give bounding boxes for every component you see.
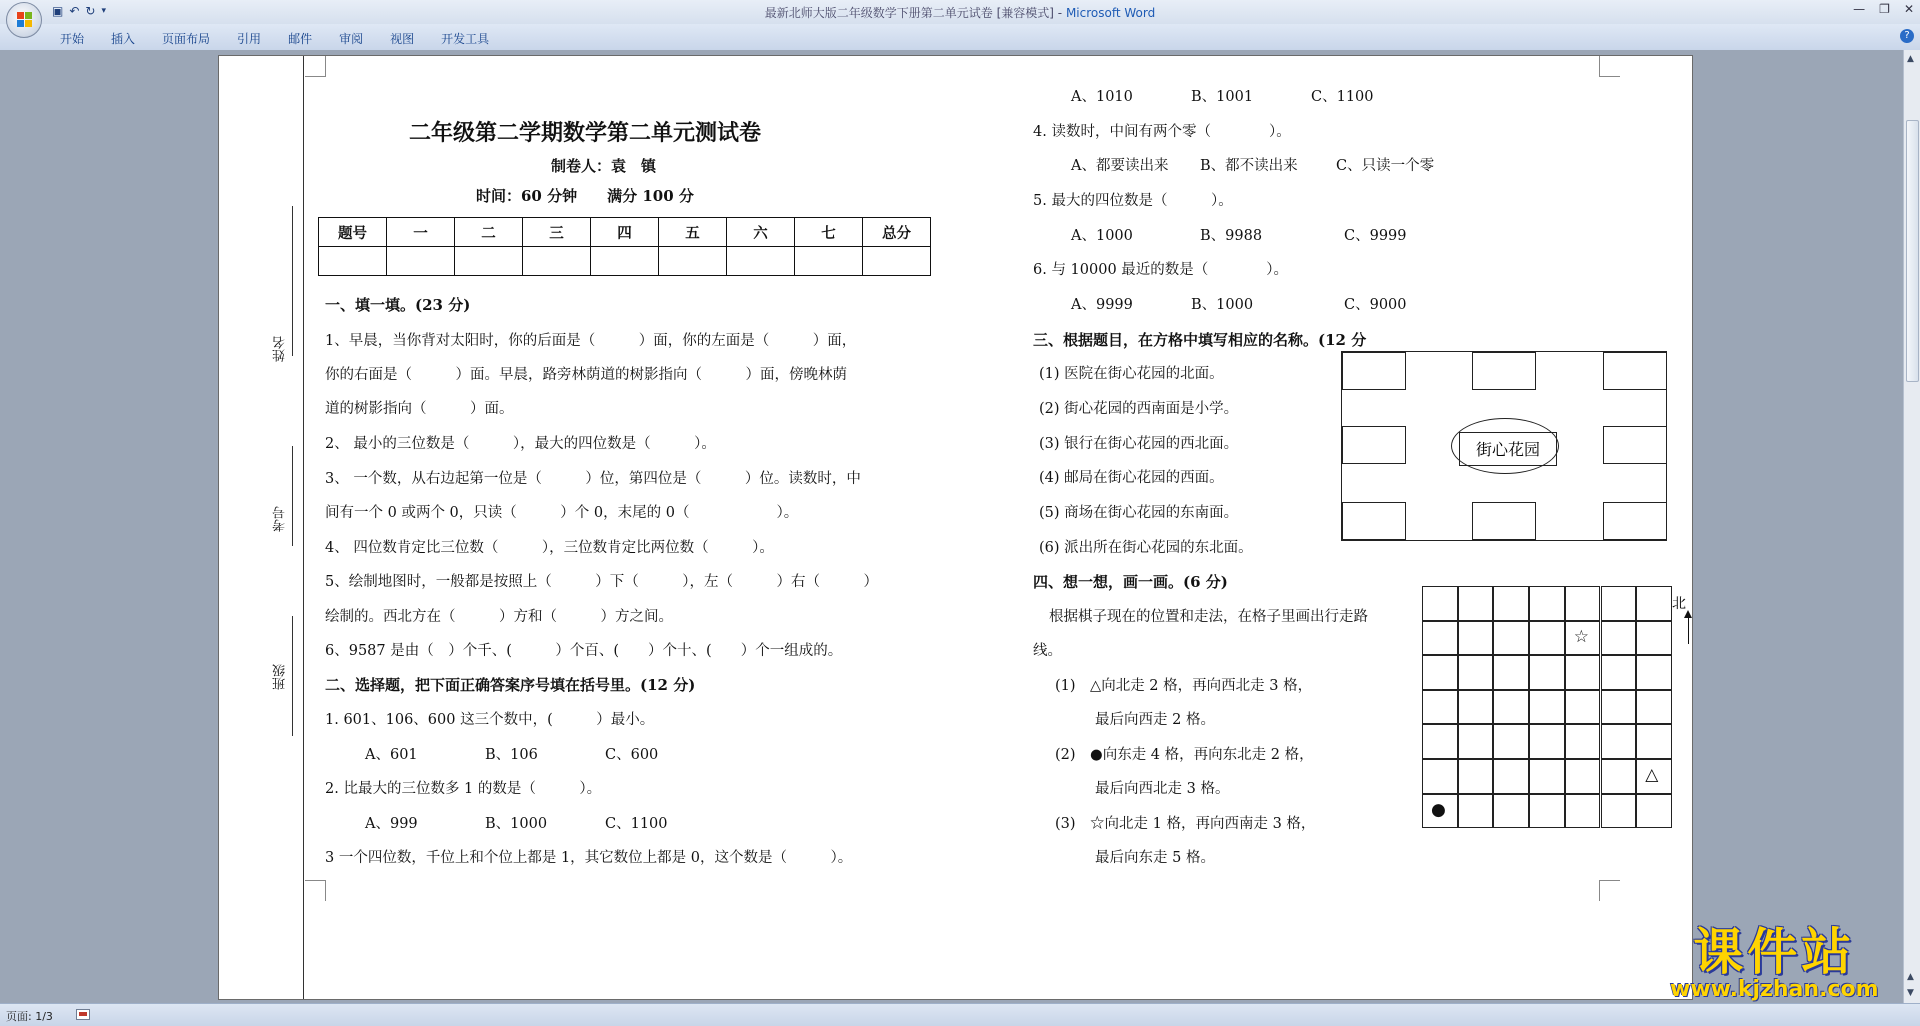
office-logo-icon	[17, 12, 33, 28]
grid-cell[interactable]	[1493, 759, 1529, 794]
minimize-icon[interactable]: —	[1853, 2, 1866, 16]
maximize-icon[interactable]: ❐	[1879, 2, 1890, 16]
crop-mark	[1599, 880, 1620, 901]
crop-mark	[305, 56, 326, 77]
vertical-scrollbar[interactable]	[1903, 50, 1920, 1003]
q3-option-c: C、1100	[1311, 89, 1374, 105]
section4-item: (2) ●向东走 4 格，再向东北走 2 格，	[1055, 747, 1314, 763]
grid-cell[interactable]	[1422, 690, 1458, 725]
street-map-diagram	[1341, 351, 1667, 541]
score-blank-cell[interactable]	[795, 247, 863, 276]
crop-mark	[1599, 56, 1620, 77]
section1-line: 6、9587 是由（ ）个千、( ）个百、( ）个十、( ）个一组成的。	[325, 643, 843, 659]
grid-cell[interactable]	[1493, 724, 1529, 759]
help-icon[interactable]: ?	[1900, 29, 1914, 43]
q3-option-b: B、1001	[1191, 89, 1254, 105]
grid-cell[interactable]	[1565, 586, 1601, 621]
grid-cell[interactable]	[1636, 794, 1672, 829]
grid-cell[interactable]	[1565, 759, 1601, 794]
status-bar	[0, 1003, 1920, 1026]
ribbon-tabs	[60, 30, 516, 47]
q5-option-c: C、9999	[1344, 228, 1407, 244]
ribbon	[0, 24, 1920, 51]
map-cell-southeast[interactable]	[1603, 502, 1667, 540]
map-cell-southwest[interactable]	[1342, 502, 1406, 540]
grid-cell[interactable]	[1458, 794, 1494, 829]
score-header-cell: 六	[727, 218, 795, 247]
score-blank-cell[interactable]	[319, 247, 387, 276]
watermark-title: 课件站	[1693, 923, 1856, 981]
grid-cell[interactable]	[1529, 621, 1565, 656]
number-underline	[292, 446, 293, 546]
section1-line: 道的树影指向（ ）面。	[325, 401, 514, 417]
section3-item: (5) 商场在街心花园的东南面。	[1039, 505, 1239, 521]
window-title	[0, 4, 1920, 21]
score-header-cell: 三	[523, 218, 591, 247]
grid-cell[interactable]	[1636, 724, 1672, 759]
score-blank-cell[interactable]	[387, 247, 455, 276]
section1-line: 3、 一个数，从右边起第一位是（ ）位，第四位是（ ）位。读数时，中	[325, 471, 861, 487]
binding-line	[303, 56, 304, 999]
q1-option-a: A、601	[365, 747, 418, 763]
score-blank-cell[interactable]	[863, 247, 931, 276]
score-table	[318, 217, 931, 276]
dot-piece-icon: ●	[1431, 799, 1446, 820]
park-label: 街心花园	[1459, 432, 1557, 466]
q5-option-b: B、9988	[1200, 228, 1263, 244]
grid-cell[interactable]	[1458, 586, 1494, 621]
tab-home[interactable]: 开始	[60, 32, 85, 46]
grid-cell[interactable]	[1458, 759, 1494, 794]
grid-cell[interactable]	[1636, 621, 1672, 656]
tab-view[interactable]: 视图	[390, 32, 415, 46]
tab-mailings[interactable]: 邮件	[288, 32, 313, 46]
section4-item: (3) ☆向北走 1 格，再向西南走 3 格，	[1055, 816, 1316, 832]
grid-cell[interactable]	[1565, 690, 1601, 725]
q4-option-c: C、只读一个零	[1336, 158, 1435, 174]
gutter-name-label: 姓名	[273, 336, 288, 362]
grid-cell[interactable]	[1493, 794, 1529, 829]
section3-item: (2) 街心花园的西南面是小学。	[1039, 401, 1239, 417]
score-header-cell: 四	[591, 218, 659, 247]
grid-cell[interactable]	[1458, 655, 1494, 690]
grid-cell[interactable]	[1601, 724, 1637, 759]
q1-option-b: B、106	[485, 747, 538, 763]
q2-option-b: B、1000	[485, 816, 548, 832]
grid-cell[interactable]	[1601, 655, 1637, 690]
section2-q2: 2. 比最大的三位数多 1 的数是（ ）。	[325, 781, 602, 797]
document-title: 最新北师大版二年级数学下册第二单元试卷 [兼容模式]	[764, 6, 1054, 20]
grid-cell[interactable]	[1565, 655, 1601, 690]
grid-cell[interactable]	[1458, 724, 1494, 759]
grid-cell[interactable]	[1493, 586, 1529, 621]
grid-cell[interactable]	[1601, 621, 1637, 656]
score-blank-cell[interactable]	[591, 247, 659, 276]
map-cell-west[interactable]	[1342, 426, 1406, 464]
tab-page-layout[interactable]: 页面布局	[162, 32, 211, 46]
q6-option-c: C、9000	[1344, 297, 1407, 313]
grid-cell[interactable]	[1493, 621, 1529, 656]
crop-mark	[305, 880, 326, 901]
grid-cell[interactable]	[1493, 655, 1529, 690]
grid-cell[interactable]	[1458, 690, 1494, 725]
tab-review[interactable]: 审阅	[339, 32, 364, 46]
score-table-header-row	[319, 218, 931, 247]
section2-q3: 3 一个四位数，千位上和个位上都是 1，其它数位上都是 0，这个数是（ ）。	[325, 850, 853, 866]
watermark-url: www.kjzhan.com	[1670, 977, 1879, 1002]
site-watermark	[1670, 925, 1879, 1002]
map-cell-northwest[interactable]	[1342, 352, 1406, 390]
save-icon[interactable]: ▣	[52, 4, 64, 18]
grid-cell[interactable]	[1601, 759, 1637, 794]
grid-cell[interactable]	[1636, 586, 1672, 621]
grid-cell[interactable]	[1493, 690, 1529, 725]
section2-q5: 5. 最大的四位数是（ ）。	[1033, 193, 1233, 209]
grid-cell[interactable]	[1529, 690, 1565, 725]
section4-item: (1) △向北走 2 格，再向西北走 3 格，	[1055, 678, 1313, 694]
tab-developer[interactable]: 开发工具	[441, 32, 490, 46]
tab-insert[interactable]: 插入	[111, 32, 136, 46]
grid-cell[interactable]	[1601, 690, 1637, 725]
exam-author: 制卷人：袁 镇	[551, 157, 657, 175]
section4-item: 最后向西走 2 格。	[1095, 712, 1215, 728]
section1-line: 5、绘制地图时，一般都是按照上（ ）下（ ），左（ ）右（ ）	[325, 574, 878, 590]
grid-cell[interactable]	[1529, 655, 1565, 690]
grid-cell[interactable]	[1529, 794, 1565, 829]
q6-option-a: A、9999	[1071, 297, 1133, 313]
section1-line: 2、 最小的三位数是（ ），最大的四位数是（ ）。	[325, 436, 716, 452]
prev-page-icon[interactable]: ▲	[1907, 972, 1914, 982]
gutter-number-label: 考号	[273, 506, 288, 532]
section2-q1: 1. 601、106、600 这三个数中，( ）最小。	[325, 712, 655, 728]
tab-references[interactable]: 引用	[237, 32, 262, 46]
office-button[interactable]	[6, 2, 42, 38]
customize-qat-icon[interactable]: ▾	[101, 6, 106, 16]
section4-item: 最后向西北走 3 格。	[1095, 781, 1230, 797]
section3-item: (4) 邮局在街心花园的西面。	[1039, 470, 1224, 486]
map-cell-northeast[interactable]	[1603, 352, 1667, 390]
triangle-piece-icon: △	[1645, 765, 1659, 785]
section1-line: 间有一个 0 或两个 0，只读（ ）个 0，末尾的 0（ ）。	[325, 505, 799, 521]
grid-cell[interactable]	[1422, 724, 1458, 759]
q4-option-a: A、都要读出来	[1071, 158, 1169, 174]
score-blank-cell[interactable]	[659, 247, 727, 276]
q2-option-c: C、1100	[605, 816, 668, 832]
grid-cell[interactable]	[1529, 586, 1565, 621]
exam-title: 二年级第二学期数学第二单元测试卷	[409, 120, 762, 146]
section2-heading: 二、选择题，把下面正确答案序号填在括号里。(12 分)	[325, 676, 696, 694]
q4-option-b: B、都不读出来	[1200, 158, 1298, 174]
section3-item: (3) 银行在街心花园的西北面。	[1039, 436, 1239, 452]
window-controls	[1853, 2, 1914, 16]
section4-intro: 根据棋子现在的位置和走法，在格子里画出行走路	[1049, 609, 1368, 625]
name-underline	[292, 206, 293, 356]
grid-cell[interactable]	[1565, 794, 1601, 829]
section3-heading: 三、根据题目，在方格中填写相应的名称。(12 分	[1033, 331, 1367, 349]
q2-option-a: A、999	[365, 816, 418, 832]
q6-option-b: B、1000	[1191, 297, 1254, 313]
grid-cell[interactable]	[1565, 724, 1601, 759]
grid-cell[interactable]	[1422, 759, 1458, 794]
grid-cell[interactable]	[1422, 621, 1458, 656]
grid-cell[interactable]	[1636, 690, 1672, 725]
gutter-class-label: 班级	[273, 664, 288, 690]
title-bar	[0, 0, 1920, 24]
score-header-cell: 七	[795, 218, 863, 247]
section4-intro: 线。	[1033, 643, 1062, 659]
grid-cell[interactable]	[1422, 586, 1458, 621]
grid-cell[interactable]	[1636, 655, 1672, 690]
spelling-status-icon[interactable]	[76, 1009, 90, 1020]
section1-line: 绘制的。西北方在（ ）方和（ ）方之间。	[325, 609, 673, 625]
score-blank-cell[interactable]	[523, 247, 591, 276]
q5-option-a: A、1000	[1071, 228, 1133, 244]
section3-item: (6) 派出所在街心花园的东北面。	[1039, 540, 1253, 556]
class-underline	[292, 616, 293, 736]
redo-icon[interactable]: ↻	[85, 4, 96, 18]
section1-line: 你的右面是（ ）面。早晨，路旁林荫道的树影指向（ ）面，傍晚林荫	[325, 367, 847, 383]
page-indicator[interactable]: 页面: 1/3	[6, 1010, 53, 1023]
grid-cell[interactable]	[1601, 586, 1637, 621]
score-blank-cell[interactable]	[727, 247, 795, 276]
grid-cell[interactable]	[1529, 759, 1565, 794]
section1-line: 1、早晨，当你背对太阳时，你的后面是（ ）面，你的左面是（ ）面，	[325, 333, 857, 349]
map-cell-east[interactable]	[1603, 426, 1667, 464]
star-piece-icon: ☆	[1573, 626, 1590, 647]
grid-cell[interactable]	[1529, 724, 1565, 759]
section3-item: (1) 医院在街心花园的北面。	[1039, 366, 1224, 382]
grid-cell[interactable]	[1601, 794, 1637, 829]
q1-option-c: C、600	[605, 747, 659, 763]
score-table-blank-row	[319, 247, 931, 276]
exam-time-score: 时间：60 分钟 满分 100 分	[476, 187, 694, 205]
score-blank-cell[interactable]	[455, 247, 523, 276]
score-header-cell: 一	[387, 218, 455, 247]
section1-heading: 一、填一填。(23 分)	[325, 296, 471, 314]
score-header-cell: 总分	[863, 218, 931, 247]
section1-line: 4、 四位数肯定比三位数（ ），三位数肯定比两位数（ ）。	[325, 540, 774, 556]
next-page-icon[interactable]: ▼	[1907, 988, 1914, 998]
section2-q4: 4. 读数时，中间有两个零（ ）。	[1033, 124, 1291, 140]
grid-cell[interactable]	[1458, 621, 1494, 656]
section4-heading: 四、想一想，画一画。(6 分)	[1033, 573, 1228, 591]
title-separator: -	[1053, 6, 1066, 20]
section4-item: 最后向东走 5 格。	[1095, 850, 1215, 866]
map-cell-south[interactable]	[1472, 502, 1536, 540]
north-arrow-icon	[1688, 612, 1689, 644]
north-label: 北	[1672, 596, 1686, 612]
app-name: Microsoft Word	[1065, 6, 1156, 20]
score-header-cell: 题号	[319, 218, 387, 247]
close-icon[interactable]: ✕	[1903, 2, 1914, 16]
scroll-up-arrow-icon[interactable]: ▲	[1907, 54, 1914, 64]
section2-q6: 6. 与 10000 最近的数是（ ）。	[1033, 262, 1289, 278]
undo-icon[interactable]: ↶	[69, 4, 80, 18]
grid-cell[interactable]	[1422, 655, 1458, 690]
score-header-cell: 二	[455, 218, 523, 247]
q3-option-a: A、1010	[1071, 89, 1133, 105]
score-header-cell: 五	[659, 218, 727, 247]
scroll-thumb[interactable]	[1906, 120, 1919, 382]
map-cell-north[interactable]	[1472, 352, 1536, 390]
